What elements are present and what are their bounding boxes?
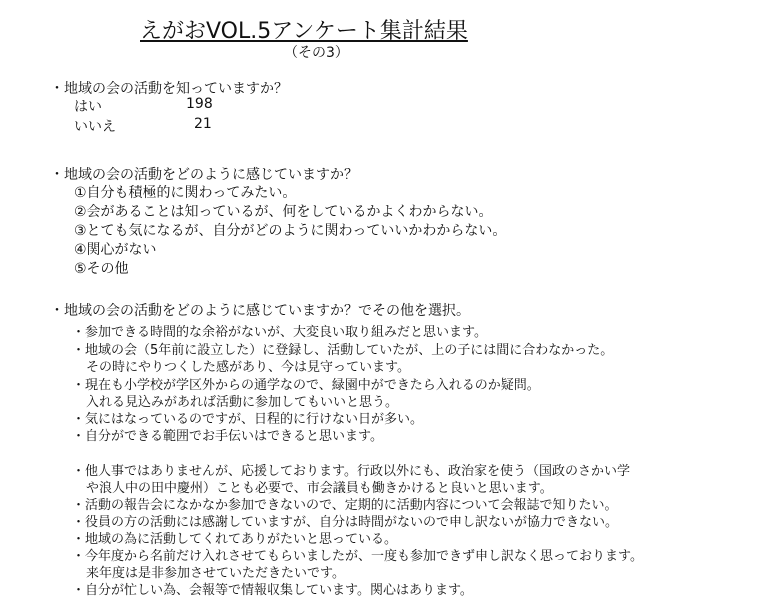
- option-item: ⑤その他: [74, 261, 129, 277]
- question-1: ・地域の会の活動を知っていますか？: [50, 81, 288, 97]
- comment-item: ・活動の報告会になかなか参加できないので、定期的に活動内容について会報誌で知りたい。: [72, 498, 618, 513]
- comment-item: ・地域の会（5年前に設立した）に登録し、活動していたが、上の子には間に合わなかった。: [72, 343, 614, 358]
- answer-label-no: いいえ: [74, 119, 116, 135]
- comment-item: ・現在も小学校が学区外からの通学なので、緑園中ができたら入れるのか疑問。: [72, 378, 540, 393]
- option-item: ②会があることは知っているが、何をしているかよくわからない。: [74, 204, 493, 220]
- page-title: えがおVOL.5アンケート集計結果: [140, 19, 468, 44]
- question-3: ・地域の会の活動をどのように感じていますか？でその他を選択。: [50, 303, 470, 319]
- comment-item: ・参加できる時間的な余裕がないが、大変良い取り組みだと思います。: [72, 325, 487, 340]
- comment-item: や浪人中の田中慶州）ことも必要で、市会議員も働きかけると良いと思います。: [86, 481, 553, 496]
- question-2: ・地域の会の活動をどのように感じていますか？: [50, 167, 358, 183]
- comment-item: ・気にはなっているのですが、日程的に行けない日が多い。: [72, 412, 424, 427]
- comment-item: 入れる見込みがあれば活動に参加してもいいと思う。: [86, 395, 399, 410]
- option-item: ③とても気になるが、自分がどのように関わっていいかわからない。: [74, 223, 507, 239]
- option-item: ①自分も積極的に関わってみたい。: [74, 185, 297, 201]
- answer-row-no: [74, 116, 274, 134]
- comment-item: ・自分が忙しい為、会報等で情報収集しています。関心はあります。: [72, 583, 473, 598]
- comment-item: 来年度は是非参加させていただきたいです。: [86, 566, 345, 581]
- comment-item: その時にやりつくした感があり、今は見守っています。: [86, 360, 410, 375]
- comment-item: ・自分ができる範囲でお手伝いはできると思います。: [72, 429, 383, 444]
- answer-label-yes: はい: [74, 99, 102, 115]
- answer-row-yes: [74, 96, 274, 114]
- answer-count-yes: 198: [186, 96, 213, 112]
- option-item: ④関心がない: [74, 242, 157, 258]
- page-subtitle: （その3）: [284, 45, 349, 61]
- answer-count-no: 21: [194, 116, 212, 132]
- comment-item: ・役員の方の活動には感謝していますが、自分は時間がないので申し訳ないが協力できない。: [72, 515, 619, 530]
- comment-item: ・地域の為に活動してくれてありがたいと思っている。: [72, 532, 398, 547]
- comment-item: ・他人事ではありませんが、応援しております。行政以外にも、政治家を使う（国政のさかい学: [72, 464, 630, 479]
- comment-item: ・今年度から名前だけ入れさせてもらいましたが、一度も参加できず申し訳なく思っております。: [72, 549, 643, 564]
